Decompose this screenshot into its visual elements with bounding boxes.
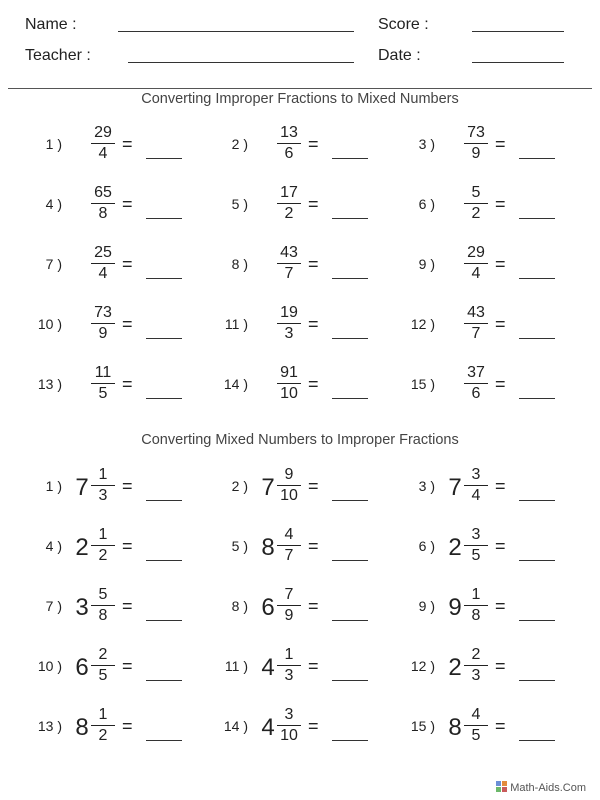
problem-number: 5 )	[231, 538, 248, 554]
denominator: 10	[280, 487, 298, 504]
whole-number: 8	[261, 534, 275, 561]
problem-item	[186, 120, 372, 172]
problem-number: 13 )	[37, 376, 62, 392]
fraction	[461, 364, 491, 403]
equals-sign: =	[495, 194, 506, 214]
denominator: 2	[284, 205, 294, 222]
denominator: 8	[98, 205, 108, 222]
fraction	[88, 304, 118, 343]
fraction	[461, 184, 491, 223]
numerator: 19	[280, 304, 298, 321]
answer-blank[interactable]	[332, 500, 368, 501]
fraction-bar	[464, 143, 488, 144]
numerator: 1	[98, 466, 108, 483]
problem-item	[373, 240, 559, 292]
fraction	[461, 244, 491, 283]
fraction	[274, 364, 304, 403]
fraction	[274, 706, 304, 745]
whole-number: 9	[448, 594, 462, 621]
equals-sign: =	[308, 374, 319, 394]
problem-item	[186, 300, 372, 352]
fraction-bar	[91, 725, 115, 726]
problem-number: 15 )	[410, 376, 435, 392]
problem-item	[373, 360, 559, 412]
equals-sign: =	[495, 254, 506, 274]
denominator: 6	[471, 385, 481, 402]
problem-number: 10 )	[37, 658, 62, 674]
numerator: 29	[467, 244, 485, 261]
answer-blank[interactable]	[332, 338, 368, 339]
numerator: 17	[280, 184, 298, 201]
fraction	[274, 466, 304, 505]
denominator: 2	[98, 727, 108, 744]
equals-sign: =	[122, 194, 133, 214]
fraction-bar	[277, 263, 301, 264]
answer-blank[interactable]	[146, 158, 182, 159]
numerator: 65	[94, 184, 112, 201]
fraction-bar	[464, 485, 488, 486]
problem-item	[186, 522, 372, 574]
header-divider	[8, 88, 592, 89]
fraction	[88, 466, 118, 505]
whole-number: 3	[75, 594, 89, 621]
problem-item	[0, 522, 186, 574]
equals-sign: =	[308, 716, 319, 736]
fraction-bar	[277, 383, 301, 384]
problem-item	[0, 582, 186, 634]
equals-sign: =	[308, 476, 319, 496]
fraction	[274, 646, 304, 685]
problem-item	[186, 180, 372, 232]
denominator: 5	[98, 385, 108, 402]
fraction-bar	[91, 143, 115, 144]
fraction	[461, 586, 491, 625]
date-field-line[interactable]	[472, 62, 564, 63]
numerator: 73	[467, 124, 485, 141]
equals-sign: =	[122, 656, 133, 676]
answer-blank[interactable]	[519, 500, 555, 501]
numerator: 1	[98, 706, 108, 723]
answer-blank[interactable]	[146, 740, 182, 741]
fraction-bar	[277, 725, 301, 726]
equals-sign: =	[122, 536, 133, 556]
problem-number: 7 )	[45, 256, 62, 272]
equals-sign: =	[495, 374, 506, 394]
denominator: 2	[98, 547, 108, 564]
equals-sign: =	[122, 314, 133, 334]
denominator: 4	[471, 265, 481, 282]
problem-item	[0, 300, 186, 352]
numerator: 37	[467, 364, 485, 381]
answer-blank[interactable]	[332, 158, 368, 159]
problem-number: 5 )	[231, 196, 248, 212]
fraction	[461, 526, 491, 565]
fraction	[88, 124, 118, 163]
fraction-bar	[464, 725, 488, 726]
equals-sign: =	[495, 716, 506, 736]
equals-sign: =	[122, 596, 133, 616]
answer-blank[interactable]	[332, 560, 368, 561]
problem-item	[186, 360, 372, 412]
fraction	[274, 526, 304, 565]
denominator: 3	[471, 667, 481, 684]
problem-item	[373, 120, 559, 172]
fraction-bar	[277, 485, 301, 486]
numerator: 4	[284, 526, 294, 543]
problem-number: 8 )	[231, 256, 248, 272]
equals-sign: =	[308, 314, 319, 334]
numerator: 3	[471, 526, 481, 543]
numerator: 1	[98, 526, 108, 543]
numerator: 5	[471, 184, 481, 201]
problem-number: 11 )	[224, 658, 248, 674]
numerator: 3	[284, 706, 294, 723]
answer-blank[interactable]	[146, 218, 182, 219]
whole-number: 8	[448, 714, 462, 741]
fraction-bar	[277, 605, 301, 606]
numerator: 11	[94, 364, 112, 381]
problem-number: 9 )	[418, 598, 435, 614]
denominator: 3	[98, 487, 108, 504]
answer-blank[interactable]	[332, 740, 368, 741]
fraction-bar	[464, 383, 488, 384]
problem-number: 6 )	[418, 196, 435, 212]
numerator: 1	[284, 646, 294, 663]
problem-item	[0, 642, 186, 694]
denominator: 4	[98, 265, 108, 282]
denominator: 4	[471, 487, 481, 504]
math-aids-logo-icon	[496, 781, 507, 792]
whole-number: 7	[448, 474, 462, 501]
fraction-bar	[91, 263, 115, 264]
whole-number: 8	[75, 714, 89, 741]
problem-item	[0, 702, 186, 754]
fraction-bar	[464, 203, 488, 204]
fraction-bar	[91, 383, 115, 384]
whole-number: 4	[261, 714, 275, 741]
section-title-improper-to-mixed: Converting Improper Fractions to Mixed Numbers	[141, 91, 459, 107]
problem-number: 14 )	[223, 718, 248, 734]
score-label: Score :	[378, 16, 429, 33]
problem-number: 14 )	[223, 376, 248, 392]
problem-item	[186, 462, 372, 514]
footer-credit	[496, 781, 586, 794]
problem-number: 2 )	[231, 478, 248, 494]
problem-number: 12 )	[410, 316, 435, 332]
answer-blank[interactable]	[146, 338, 182, 339]
denominator: 3	[284, 325, 294, 342]
problem-item	[186, 582, 372, 634]
problem-number: 9 )	[418, 256, 435, 272]
answer-blank[interactable]	[519, 158, 555, 159]
equals-sign: =	[308, 596, 319, 616]
fraction-bar	[91, 323, 115, 324]
problem-number: 3 )	[418, 136, 435, 152]
equals-sign: =	[308, 536, 319, 556]
equals-sign: =	[495, 476, 506, 496]
whole-number: 7	[75, 474, 89, 501]
answer-blank[interactable]	[146, 680, 182, 681]
problem-item	[186, 642, 372, 694]
fraction-bar	[464, 605, 488, 606]
footer-text: Math-Aids.Com	[510, 782, 586, 794]
equals-sign: =	[495, 596, 506, 616]
equals-sign: =	[495, 134, 506, 154]
equals-sign: =	[495, 656, 506, 676]
score-field-line[interactable]	[472, 31, 564, 32]
problem-item	[0, 360, 186, 412]
numerator: 91	[280, 364, 298, 381]
answer-blank[interactable]	[146, 560, 182, 561]
equals-sign: =	[122, 254, 133, 274]
denominator: 5	[471, 547, 481, 564]
answer-blank[interactable]	[332, 278, 368, 279]
answer-blank[interactable]	[146, 278, 182, 279]
date-label: Date :	[378, 47, 421, 64]
equals-sign: =	[495, 536, 506, 556]
whole-number: 4	[261, 654, 275, 681]
fraction-bar	[91, 665, 115, 666]
fraction	[88, 184, 118, 223]
equals-sign: =	[308, 134, 319, 154]
problem-number: 12 )	[410, 658, 435, 674]
numerator: 73	[94, 304, 112, 321]
fraction	[88, 646, 118, 685]
fraction-bar	[464, 665, 488, 666]
teacher-label: Teacher :	[25, 47, 91, 64]
problem-number: 4 )	[45, 196, 62, 212]
denominator: 7	[284, 265, 294, 282]
fraction	[461, 304, 491, 343]
numerator: 4	[471, 706, 481, 723]
whole-number: 7	[261, 474, 275, 501]
numerator: 9	[284, 466, 294, 483]
answer-blank[interactable]	[519, 278, 555, 279]
fraction-bar	[91, 605, 115, 606]
problem-item	[373, 462, 559, 514]
problem-number: 13 )	[37, 718, 62, 734]
numerator: 43	[280, 244, 298, 261]
fraction-bar	[277, 323, 301, 324]
problem-item	[373, 642, 559, 694]
problem-number: 8 )	[231, 598, 248, 614]
fraction-bar	[464, 323, 488, 324]
denominator: 8	[471, 607, 481, 624]
problem-item	[373, 300, 559, 352]
fraction	[274, 586, 304, 625]
problem-number: 3 )	[418, 478, 435, 494]
name-label: Name :	[25, 16, 77, 33]
fraction	[461, 124, 491, 163]
fraction	[88, 526, 118, 565]
problem-number: 6 )	[418, 538, 435, 554]
numerator: 1	[471, 586, 481, 603]
problem-item	[373, 180, 559, 232]
whole-number: 2	[75, 534, 89, 561]
teacher-field-line[interactable]	[128, 62, 354, 63]
equals-sign: =	[122, 476, 133, 496]
whole-number: 2	[448, 654, 462, 681]
denominator: 9	[284, 607, 294, 624]
problem-number: 1 )	[45, 136, 62, 152]
whole-number: 2	[448, 534, 462, 561]
fraction	[88, 706, 118, 745]
fraction-bar	[277, 545, 301, 546]
fraction	[461, 646, 491, 685]
problem-number: 7 )	[45, 598, 62, 614]
fraction-bar	[464, 263, 488, 264]
equals-sign: =	[308, 194, 319, 214]
numerator: 3	[471, 466, 481, 483]
problem-number: 4 )	[45, 538, 62, 554]
equals-sign: =	[308, 656, 319, 676]
answer-blank[interactable]	[519, 740, 555, 741]
fraction	[274, 124, 304, 163]
fraction-bar	[277, 203, 301, 204]
fraction	[274, 304, 304, 343]
equals-sign: =	[122, 716, 133, 736]
fraction	[274, 184, 304, 223]
problem-item	[373, 582, 559, 634]
problem-item	[186, 702, 372, 754]
fraction	[88, 586, 118, 625]
fraction	[88, 364, 118, 403]
numerator: 13	[280, 124, 298, 141]
numerator: 5	[98, 586, 108, 603]
denominator: 10	[280, 727, 298, 744]
fraction-bar	[464, 545, 488, 546]
denominator: 9	[471, 145, 481, 162]
answer-blank[interactable]	[332, 680, 368, 681]
equals-sign: =	[122, 374, 133, 394]
numerator: 2	[471, 646, 481, 663]
problem-number: 11 )	[224, 316, 248, 332]
denominator: 10	[280, 385, 298, 402]
denominator: 9	[98, 325, 108, 342]
equals-sign: =	[308, 254, 319, 274]
numerator: 29	[94, 124, 112, 141]
problem-number: 15 )	[410, 718, 435, 734]
problem-item	[373, 522, 559, 574]
answer-blank[interactable]	[519, 680, 555, 681]
name-field-line[interactable]	[118, 31, 354, 32]
denominator: 4	[98, 145, 108, 162]
answer-blank[interactable]	[519, 560, 555, 561]
denominator: 5	[471, 727, 481, 744]
answer-blank[interactable]	[519, 338, 555, 339]
answer-blank[interactable]	[519, 398, 555, 399]
fraction	[274, 244, 304, 283]
fraction	[461, 706, 491, 745]
answer-blank[interactable]	[519, 218, 555, 219]
denominator: 7	[284, 547, 294, 564]
problem-number: 2 )	[231, 136, 248, 152]
denominator: 5	[98, 667, 108, 684]
problem-item	[0, 180, 186, 232]
denominator: 6	[284, 145, 294, 162]
problem-item	[186, 240, 372, 292]
answer-blank[interactable]	[146, 620, 182, 621]
problem-item	[0, 120, 186, 172]
denominator: 2	[471, 205, 481, 222]
problem-item	[0, 240, 186, 292]
answer-blank[interactable]	[332, 620, 368, 621]
denominator: 8	[98, 607, 108, 624]
numerator: 7	[284, 586, 294, 603]
answer-blank[interactable]	[519, 620, 555, 621]
numerator: 25	[94, 244, 112, 261]
equals-sign: =	[495, 314, 506, 334]
problem-number: 10 )	[37, 316, 62, 332]
fraction-bar	[91, 203, 115, 204]
denominator: 3	[284, 667, 294, 684]
fraction-bar	[91, 485, 115, 486]
fraction-bar	[277, 143, 301, 144]
problem-item	[0, 462, 186, 514]
section-title-mixed-to-improper: Converting Mixed Numbers to Improper Fractions	[141, 432, 459, 448]
whole-number: 6	[75, 654, 89, 681]
answer-blank[interactable]	[332, 218, 368, 219]
fraction-bar	[91, 545, 115, 546]
answer-blank[interactable]	[146, 500, 182, 501]
problem-number: 1 )	[45, 478, 62, 494]
equals-sign: =	[122, 134, 133, 154]
numerator: 43	[467, 304, 485, 321]
numerator: 2	[98, 646, 108, 663]
denominator: 7	[471, 325, 481, 342]
whole-number: 6	[261, 594, 275, 621]
fraction	[461, 466, 491, 505]
fraction	[88, 244, 118, 283]
answer-blank[interactable]	[146, 398, 182, 399]
answer-blank[interactable]	[332, 398, 368, 399]
fraction-bar	[277, 665, 301, 666]
problem-item	[373, 702, 559, 754]
